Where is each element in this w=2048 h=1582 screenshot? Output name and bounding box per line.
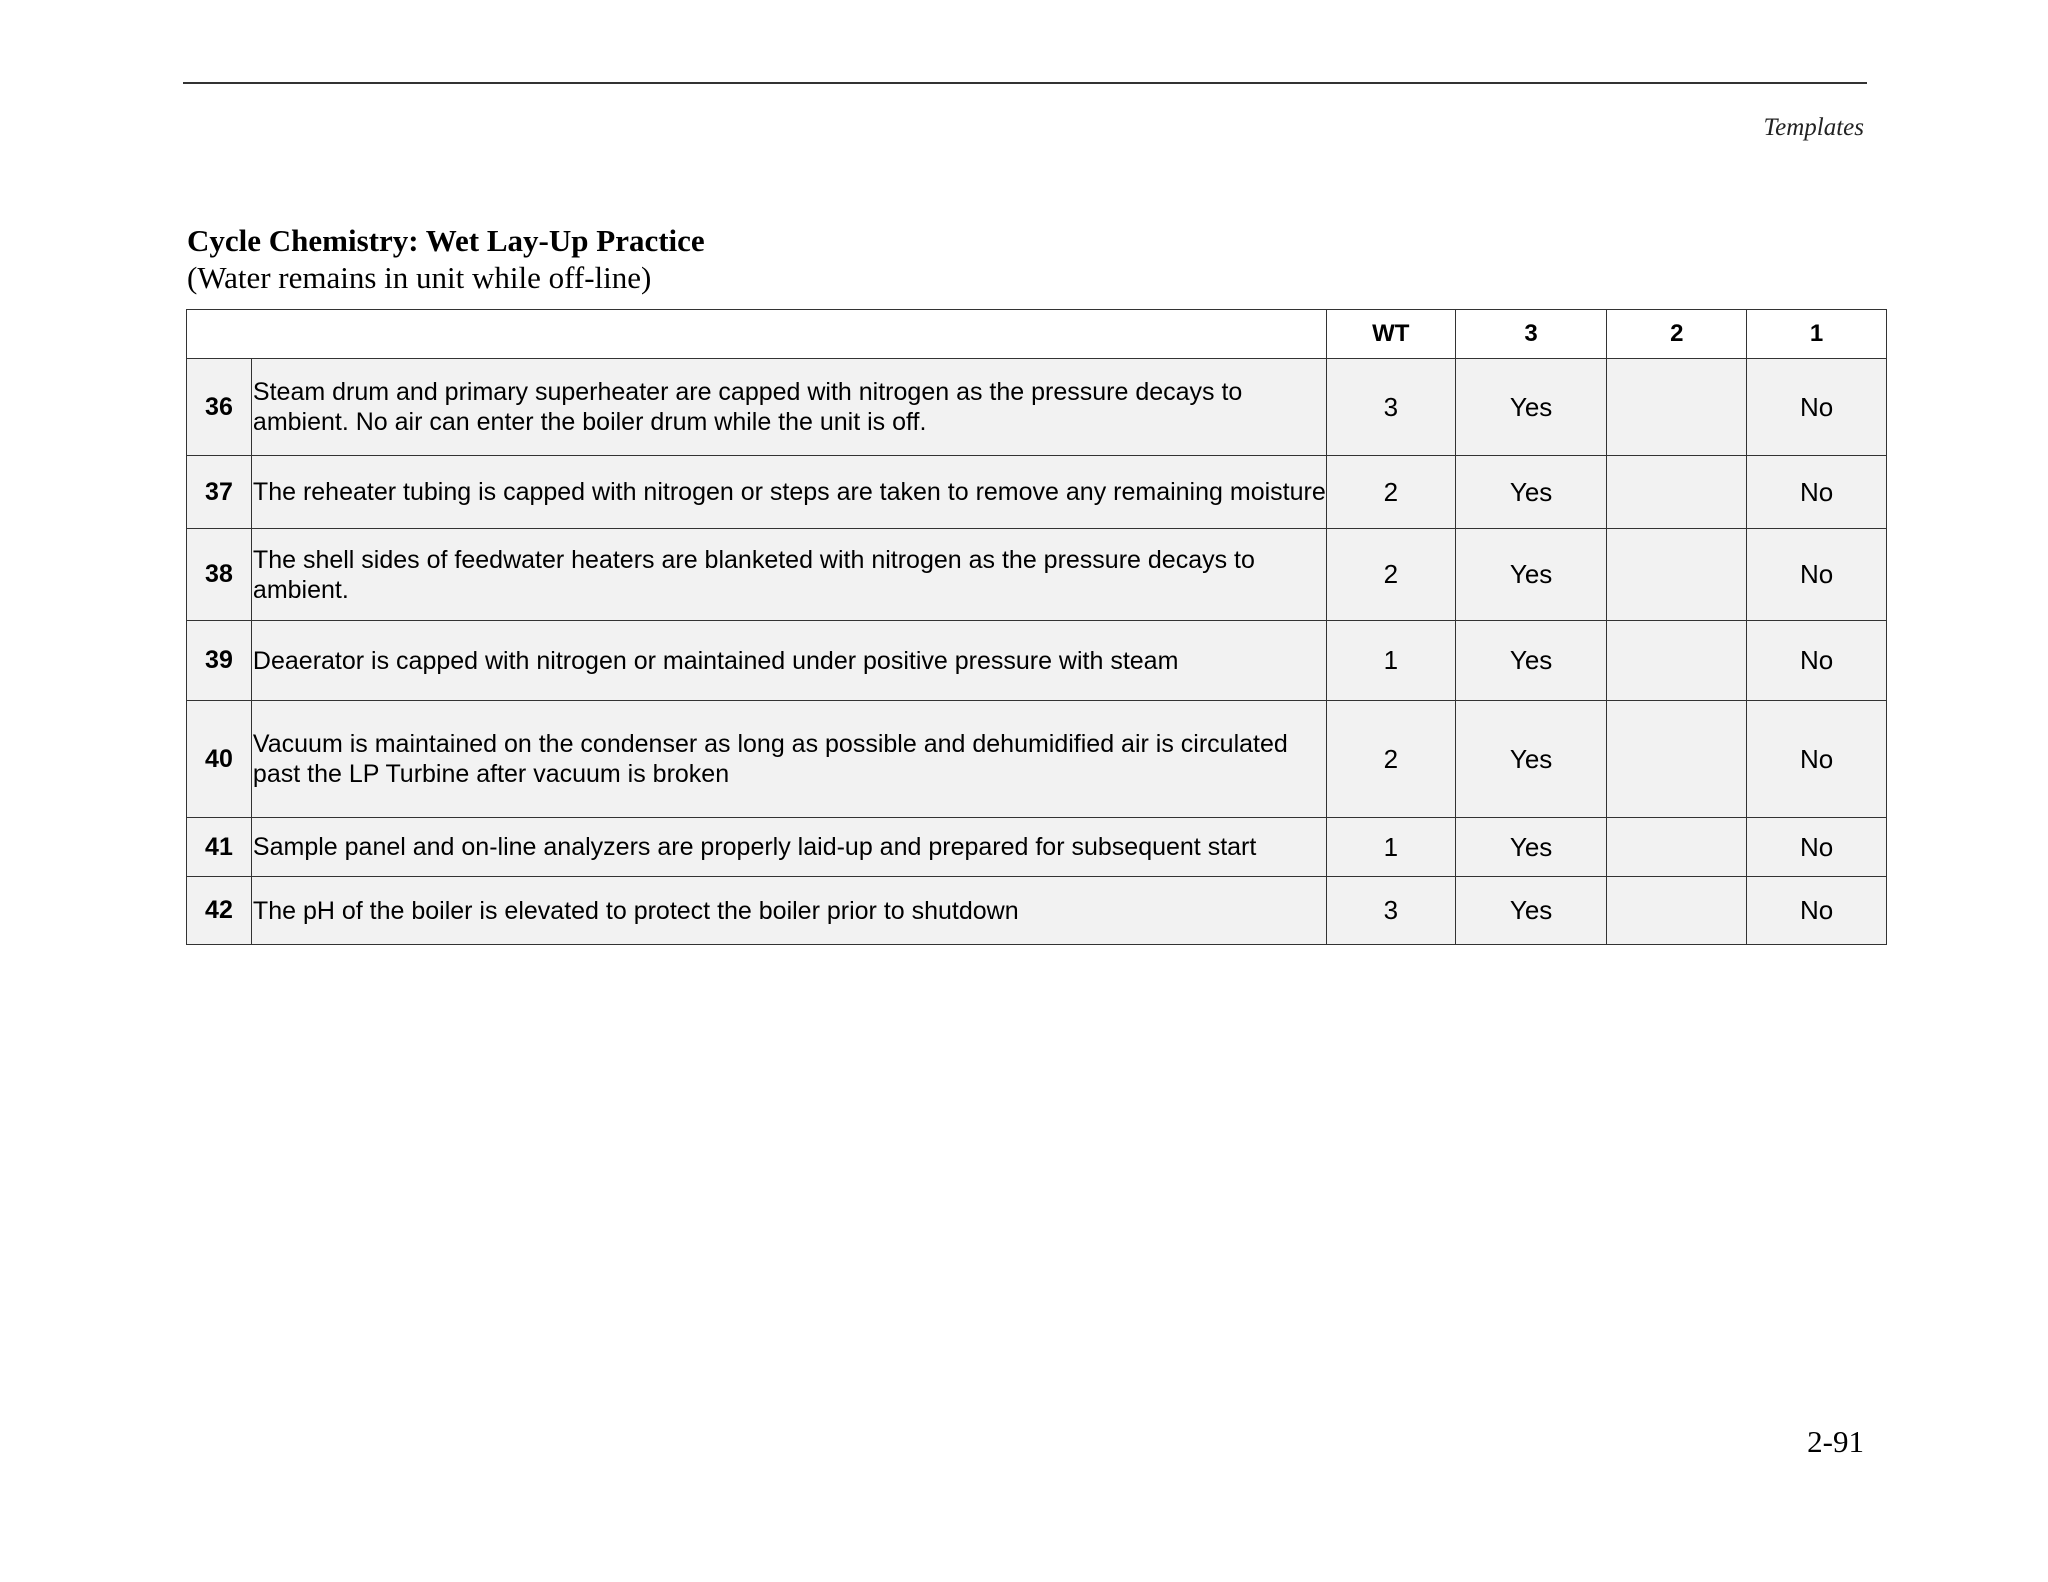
row-score-1: No	[1747, 359, 1887, 456]
table-header-row	[187, 310, 1887, 359]
row-score-1: No	[1747, 529, 1887, 621]
row-score-3: Yes	[1455, 529, 1607, 621]
document-subtitle: (Water remains in unit while off-line)	[187, 260, 652, 295]
wet-layup-checklist-table	[186, 309, 1887, 945]
row-description: Vacuum is maintained on the condenser as long as possible and dehumidified air is circulated past the LP Turbine after vacuum is broken	[251, 701, 1326, 818]
row-number: 36	[187, 359, 252, 456]
row-description: Sample panel and on-line analyzers are properly laid-up and prepared for subsequent start	[251, 818, 1326, 877]
row-weight: 3	[1326, 877, 1455, 945]
row-score-2	[1607, 701, 1747, 818]
row-weight: 2	[1326, 529, 1455, 621]
row-score-1: No	[1747, 701, 1887, 818]
row-score-2	[1607, 359, 1747, 456]
row-score-3: Yes	[1455, 456, 1607, 529]
row-weight: 2	[1326, 701, 1455, 818]
table-row	[187, 456, 1887, 529]
row-score-2	[1607, 818, 1747, 877]
running-header: Templates	[1763, 114, 1864, 141]
row-weight: 3	[1326, 359, 1455, 456]
row-score-3: Yes	[1455, 359, 1607, 456]
row-score-1: No	[1747, 818, 1887, 877]
row-description: The reheater tubing is capped with nitrogen or steps are taken to remove any remaining moisture	[251, 456, 1326, 529]
row-number: 37	[187, 456, 252, 529]
header-score-1: 1	[1747, 310, 1887, 359]
table-row	[187, 818, 1887, 877]
row-number: 39	[187, 621, 252, 701]
row-number: 38	[187, 529, 252, 621]
header-blank-cell	[187, 310, 1327, 359]
table-row	[187, 877, 1887, 945]
row-score-2	[1607, 621, 1747, 701]
row-score-3: Yes	[1455, 818, 1607, 877]
row-score-1: No	[1747, 621, 1887, 701]
header-rule	[183, 82, 1867, 84]
title-block	[187, 222, 705, 296]
row-number: 41	[187, 818, 252, 877]
row-score-2	[1607, 456, 1747, 529]
row-number: 42	[187, 877, 252, 945]
row-score-2	[1607, 877, 1747, 945]
row-description: The shell sides of feedwater heaters are blanketed with nitrogen as the pressure decays to ambient.	[251, 529, 1326, 621]
row-description: Steam drum and primary superheater are capped with nitrogen as the pressure decays to ambient. No air can enter the boiler drum while the unit is off.	[251, 359, 1326, 456]
page-number: 2-91	[1807, 1424, 1864, 1459]
row-score-3: Yes	[1455, 621, 1607, 701]
row-description: Deaerator is capped with nitrogen or maintained under positive pressure with steam	[251, 621, 1326, 701]
row-weight: 2	[1326, 456, 1455, 529]
table-row	[187, 359, 1887, 456]
header-score-3: 3	[1455, 310, 1607, 359]
table-row	[187, 701, 1887, 818]
row-score-1: No	[1747, 877, 1887, 945]
row-description: The pH of the boiler is elevated to protect the boiler prior to shutdown	[251, 877, 1326, 945]
row-number: 40	[187, 701, 252, 818]
table-row	[187, 529, 1887, 621]
row-score-1: No	[1747, 456, 1887, 529]
table-row	[187, 621, 1887, 701]
header-wt: WT	[1326, 310, 1455, 359]
row-score-3: Yes	[1455, 701, 1607, 818]
row-score-2	[1607, 529, 1747, 621]
row-score-3: Yes	[1455, 877, 1607, 945]
row-weight: 1	[1326, 621, 1455, 701]
row-weight: 1	[1326, 818, 1455, 877]
document-title: Cycle Chemistry: Wet Lay-Up Practice	[187, 223, 705, 258]
header-score-2: 2	[1607, 310, 1747, 359]
